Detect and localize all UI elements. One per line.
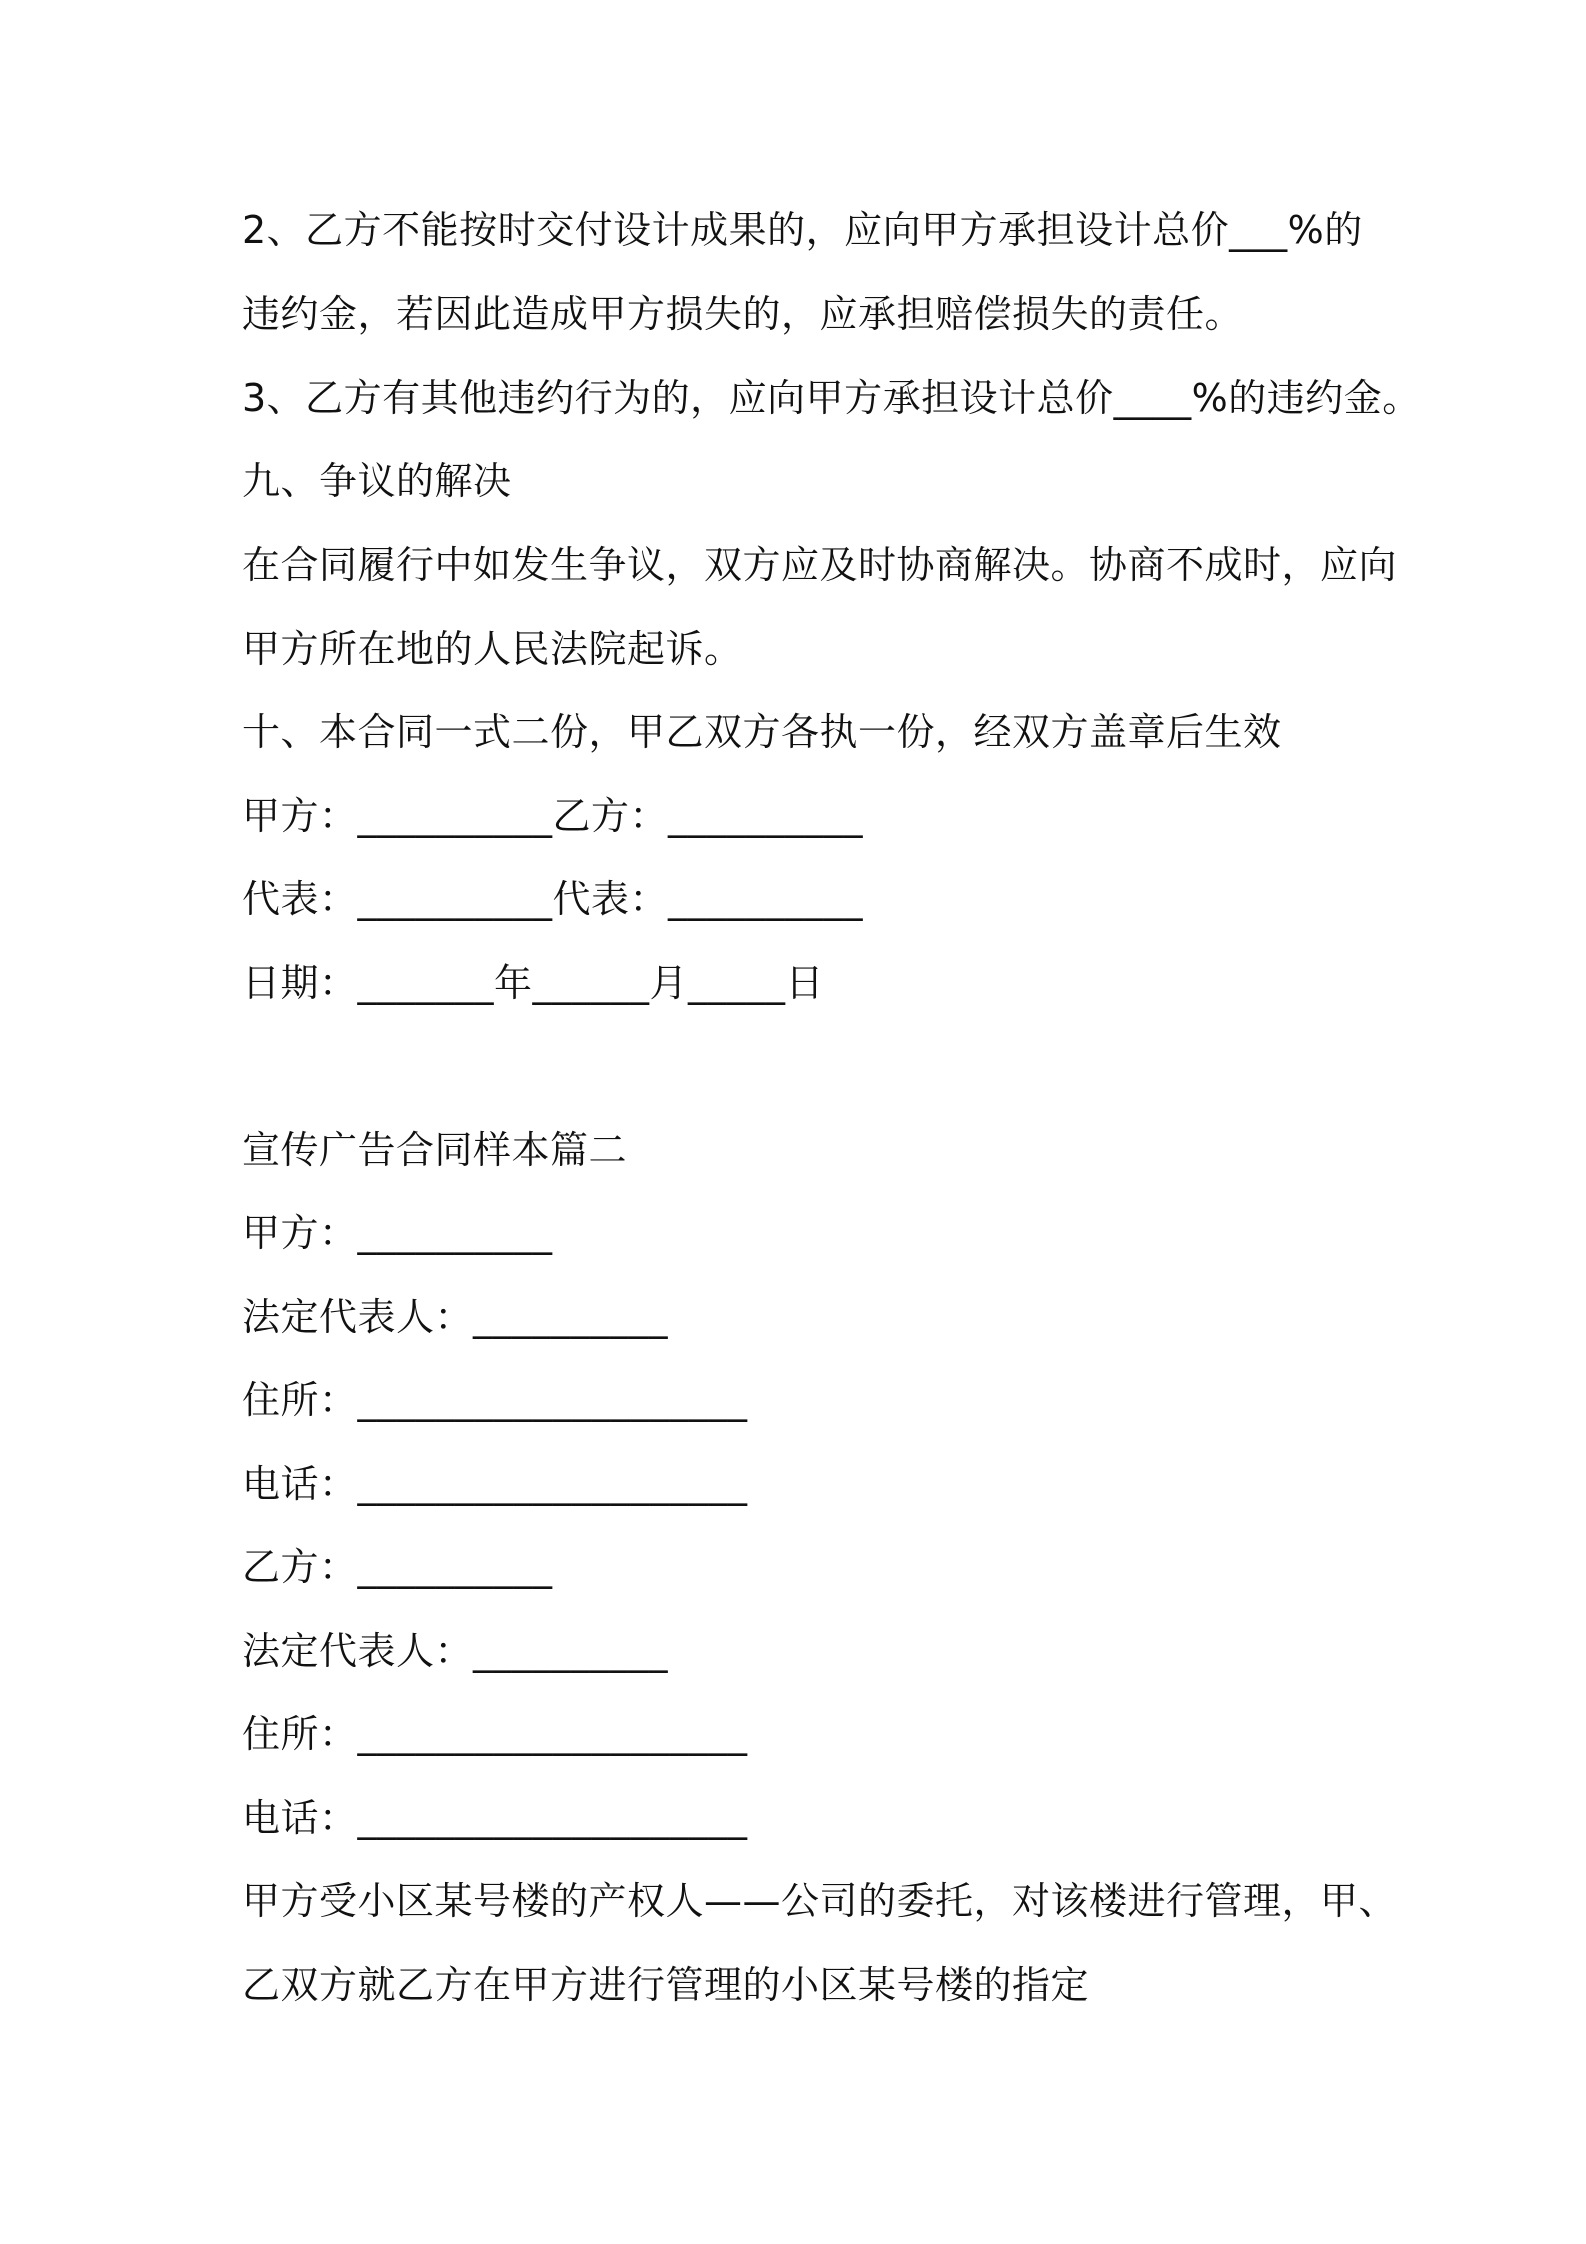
party-a-address-field: 住所：____________________	[242, 1378, 748, 1422]
party-b-address-field: 住所：____________________	[242, 1712, 748, 1756]
party-a-legal-rep-field: 法定代表人：__________	[242, 1295, 669, 1339]
dispute-text-line-2: 甲方所在地的人民法院起诉。	[242, 627, 743, 671]
contract-2-title: 宣传广告合同样本篇二	[242, 1128, 628, 1172]
clause-8-item-2-line-1: 2、乙方不能按时交付设计成果的，应向甲方承担设计总价___%的	[242, 208, 1363, 252]
party-b-phone-field: 电话：____________________	[242, 1796, 748, 1840]
party-a-phone-field: 电话：____________________	[242, 1462, 748, 1506]
clause-8-item-3: 3、乙方有其他违约行为的，应向甲方承担设计总价____%的违约金。	[242, 376, 1421, 420]
signature-parties-line: 甲方：__________乙方：__________	[242, 794, 864, 838]
section-heading-dispute: 九、争议的解决	[242, 459, 512, 503]
party-b-field: 乙方：__________	[242, 1545, 553, 1589]
clause-8-item-2-line-2: 违约金，若因此造成甲方损失的，应承担赔偿损失的责任。	[242, 292, 1244, 336]
preamble-line-1: 甲方受小区某号楼的产权人——公司的委托，对该楼进行管理，甲、	[242, 1879, 1398, 1923]
party-b-legal-rep-field: 法定代表人：__________	[242, 1629, 669, 1673]
signature-representatives-line: 代表：__________代表：__________	[242, 877, 864, 921]
dispute-text-line-1: 在合同履行中如发生争议，双方应及时协商解决。协商不成时，应向	[242, 543, 1398, 587]
signature-date-line: 日期：_______年______月_____日	[242, 961, 825, 1005]
party-a-field: 甲方：__________	[242, 1211, 553, 1255]
preamble-line-2: 乙双方就乙方在甲方进行管理的小区某号楼的指定	[242, 1963, 1090, 2007]
section-heading-copies: 十、本合同一式二份，甲乙双方各执一份，经双方盖章后生效	[242, 710, 1282, 754]
